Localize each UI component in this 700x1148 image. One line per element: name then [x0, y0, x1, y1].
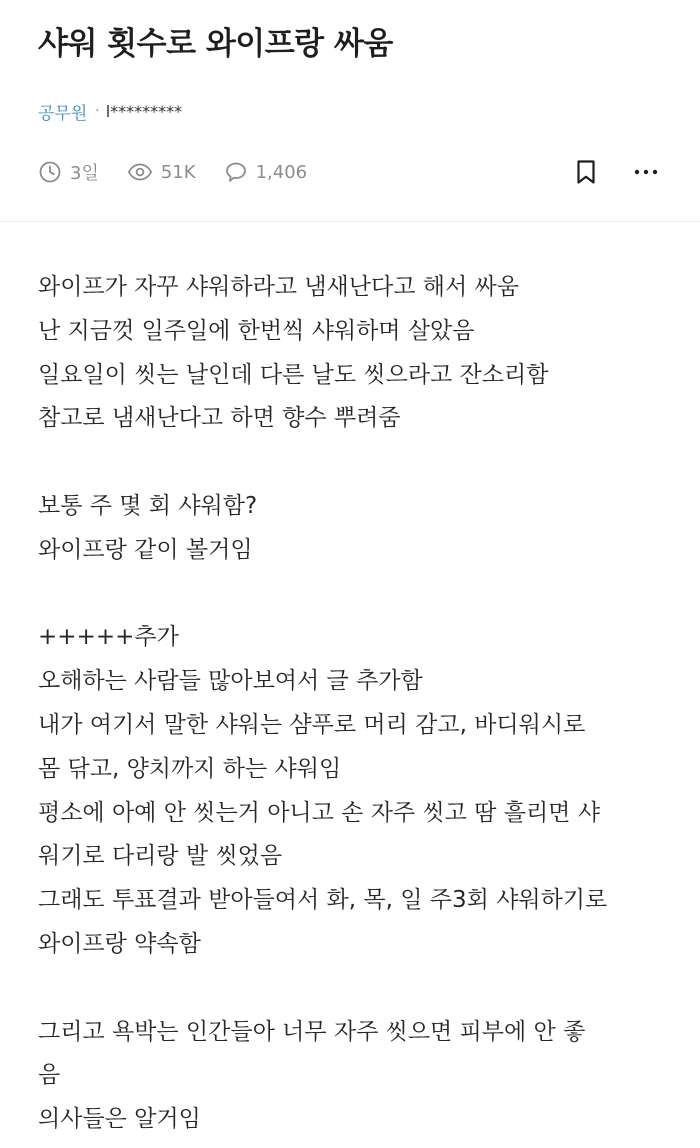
post-body-line: 몸 닦고, 양치까지 하는 샤워임 — [38, 755, 342, 782]
post-body-line: 평소에 아예 안 씻는거 아니고 손 자주 씻고 땀 흘리면 샤 — [38, 799, 600, 826]
views-stat — [127, 160, 196, 184]
post-body-line: 그래도 투표결과 받아들여서 화, 목, 일 주3회 샤워하기로 — [38, 887, 608, 914]
post-body-line: 일요일이 씻는 날인데 다른 날도 씻으라고 잔소리함 — [38, 361, 549, 388]
post-body-line: 보통 주 몇 회 샤워함? — [38, 492, 258, 519]
speech-bubble-icon — [224, 160, 248, 184]
author-nickname: l********* — [105, 101, 183, 121]
comments-stat[interactable] — [224, 160, 308, 184]
comments-count: 1,406 — [255, 161, 308, 183]
post-title: 샤워 횟수로 와이프랑 싸움 — [38, 26, 393, 62]
header-divider — [0, 221, 700, 222]
post-body-line: +++++추가 — [38, 624, 179, 651]
post-actions — [570, 156, 662, 188]
clock-icon — [38, 160, 62, 184]
post-body-line: 내가 여기서 말한 샤워는 샴푸로 머리 감고, 바디워시로 — [38, 711, 586, 738]
eye-icon — [127, 160, 153, 184]
post-body-line: 의사들은 알거임 — [38, 1106, 201, 1133]
bookmark-icon — [575, 159, 597, 185]
post-body-line: 난 지금껏 일주일에 한번씩 샤워하며 살았음 — [38, 317, 475, 344]
views-count: 51K — [160, 161, 196, 183]
time-ago-stat — [38, 159, 99, 185]
post-stats — [38, 156, 662, 188]
post-body-line: 워기로 다리랑 발 씻었음 — [38, 843, 283, 870]
more-horizontal-icon — [634, 168, 658, 176]
bookmark-button[interactable] — [570, 156, 602, 188]
post-body-line: 와이프랑 같이 볼거임 — [38, 536, 253, 563]
separator-dot: · — [95, 103, 100, 119]
post-body-line: 참고로 냄새난다고 하면 향수 뿌려줌 — [38, 405, 401, 432]
post-body-line — [38, 441, 670, 485]
post-body-line: 오해하는 사람들 많아보여서 글 추가함 — [38, 668, 423, 695]
company-link[interactable]: 공무원 — [38, 103, 88, 124]
post-body-line: 와이프랑 약속함 — [38, 930, 201, 957]
post-body-line: 음 — [38, 1062, 61, 1089]
post-body — [38, 266, 670, 1142]
time-ago-text: 3일 — [70, 163, 99, 184]
post-body-line — [38, 573, 670, 617]
post-body-line — [38, 967, 670, 1011]
author-row — [38, 98, 182, 124]
post-header — [0, 0, 700, 200]
more-options-button[interactable] — [630, 156, 662, 188]
post-body-line: 그리고 욕박는 인간들아 너무 자주 씻으면 피부에 안 좋 — [38, 1018, 586, 1045]
post-body-line: 와이프가 자꾸 샤워하라고 냄새난다고 해서 싸움 — [38, 274, 519, 300]
